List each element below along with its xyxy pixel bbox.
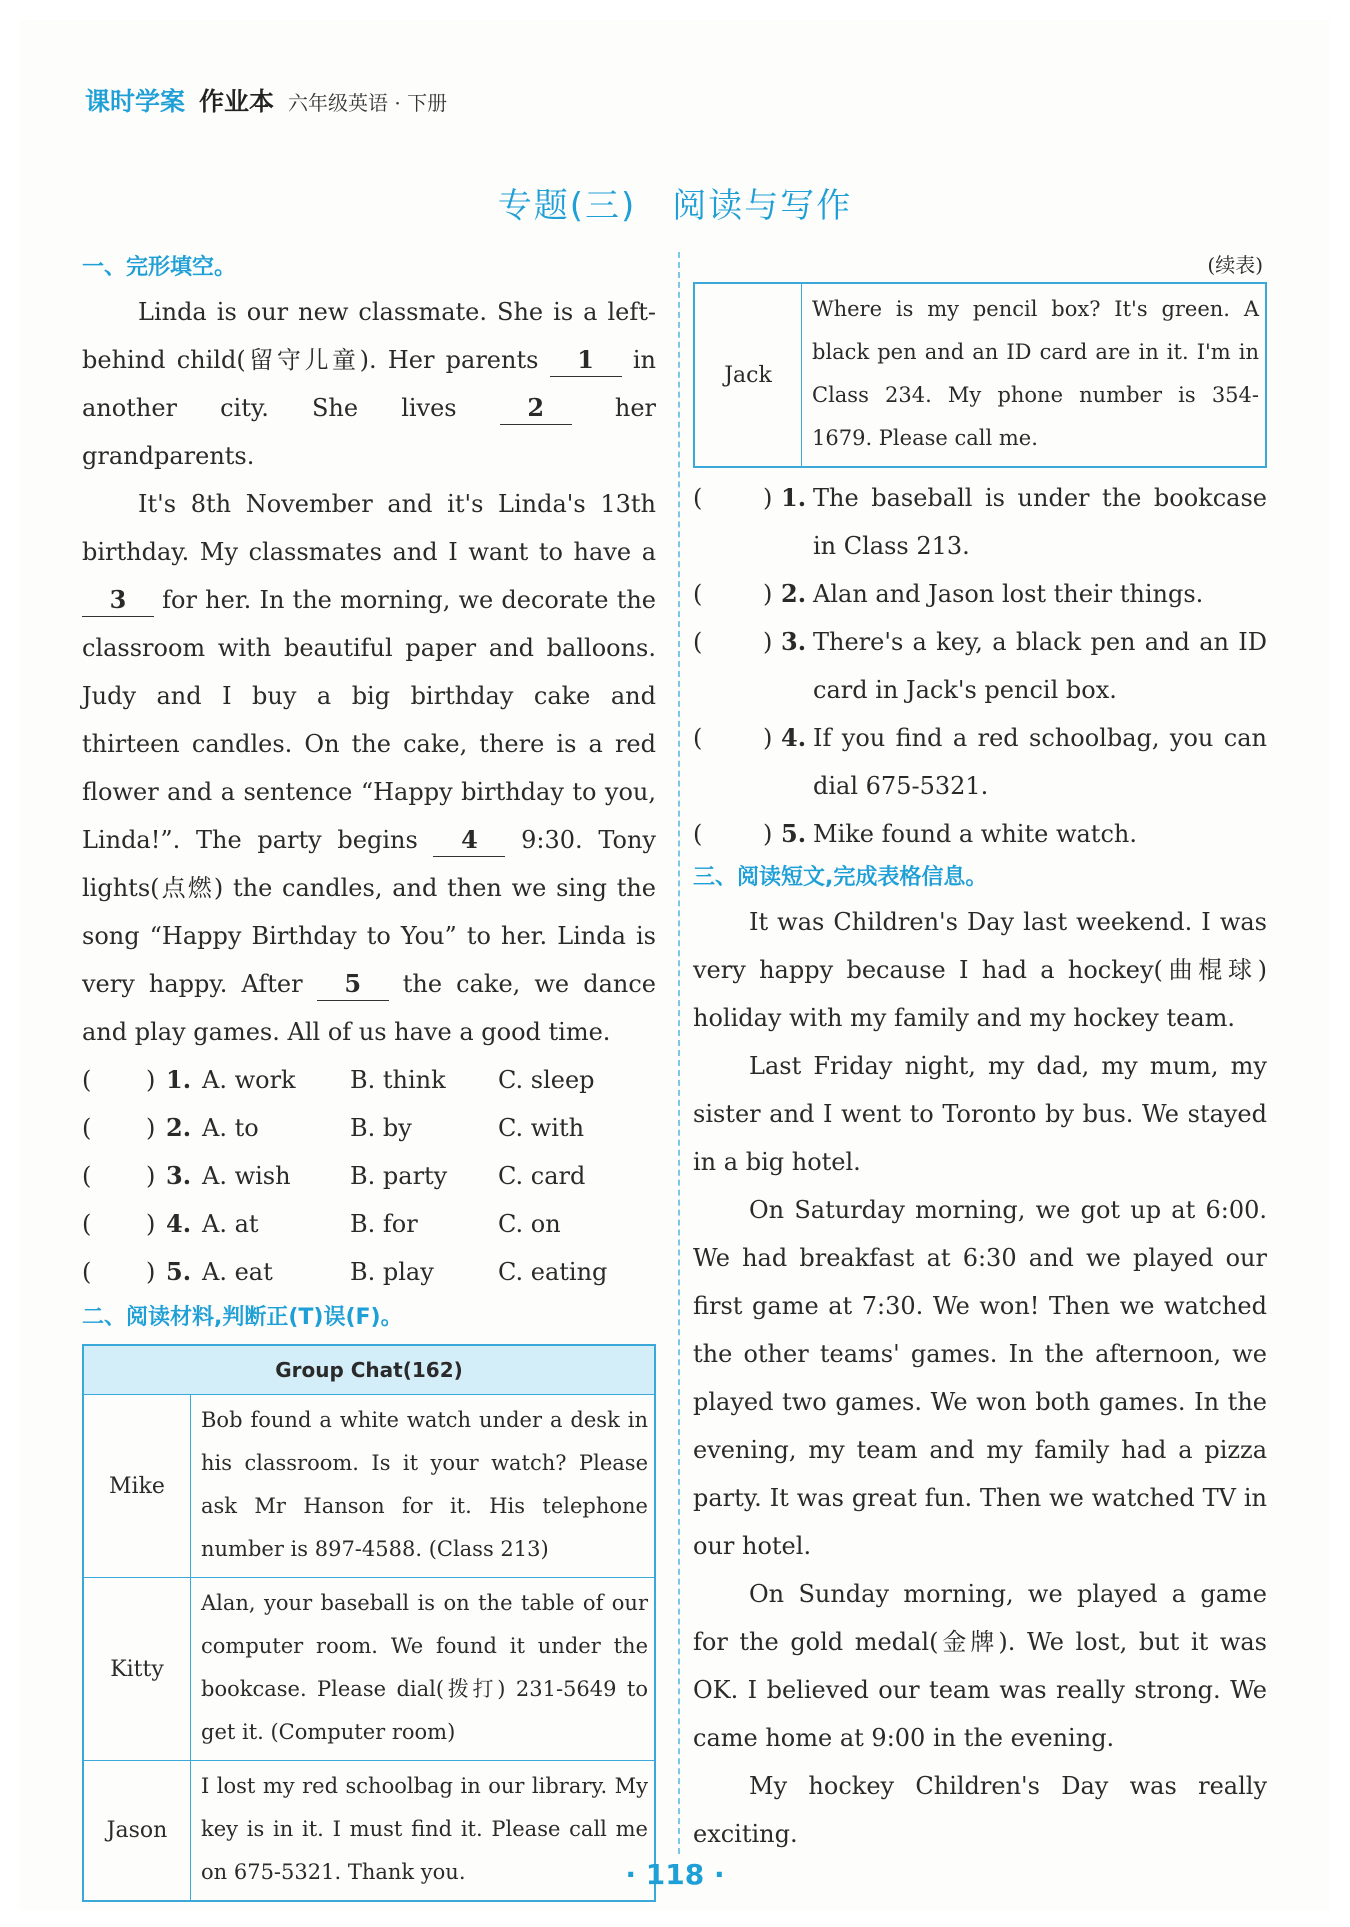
- tf-question: ( ) 2. Alan and Jason lost their things.: [693, 570, 1267, 618]
- chat-message: Bob found a white watch under a desk in his classroom. Is it your watch? Please ask Mr Hanson for it. His telephone number is 897-4588. (Class 213): [191, 1395, 656, 1578]
- brand-name: 课时学案: [85, 87, 186, 116]
- cloze-question: ( ) 2. A. to B. by C. with: [82, 1104, 656, 1152]
- chat-message: Where is my pencil box? It's green. A black pen and an ID card are in it. I'm in Class 234. My phone number is 354-1679. Please call me.: [802, 283, 1267, 467]
- answer-slot[interactable]: [713, 714, 763, 810]
- answer-slot[interactable]: [102, 1104, 146, 1152]
- chat-message: I lost my red schoolbag in our library. My key is in it. I must find it. Please call me on 675-5321. Thank you.: [191, 1761, 656, 1902]
- section3-heading: 三、阅读短文,完成表格信息。: [693, 865, 988, 890]
- answer-slot[interactable]: [713, 474, 763, 570]
- answer-slot[interactable]: [102, 1152, 146, 1200]
- chat-name: Jack: [694, 283, 802, 467]
- chat-message: Alan, your baseball is on the table of our computer room. We found it under the bookcase. Please dial(拨打) 231-5649 to get it. (Computer room): [191, 1578, 656, 1761]
- tf-question: ( ) 3. There's a key, a black pen and an ID card in Jack's pencil box.: [693, 618, 1267, 714]
- cloze-paragraph-2: It's 8th November and it's Linda's 13th birthday. My classmates and I want to have a 3 for her. In the morning, we decorate the classroom with beautiful paper and balloons. Judy and I buy a big birthday cake and thirteen candles. On the cake, there is a red flower and a sentence “Happy birthday to you, Linda!”. The party begins 4 9:30. Tony lights(点燃) the candles, and then we sing the song “Happy Birthday to You” to her. Linda is very happy. After 5 the cake, we dance and play games. All of us have a good time.: [82, 490, 656, 1046]
- book-subtitle: 六年级英语 · 下册: [288, 91, 448, 115]
- group-chat-table: [82, 1344, 656, 1902]
- section1-heading: 一、完形填空。: [82, 255, 237, 280]
- tf-question: ( ) 5. Mike found a white watch.: [693, 810, 1267, 858]
- table-row: [694, 283, 1266, 467]
- answer-slot[interactable]: [713, 570, 763, 618]
- left-column: [82, 248, 656, 1902]
- chat-name: Kitty: [83, 1578, 191, 1761]
- answer-slot[interactable]: [102, 1248, 146, 1296]
- cloze-question: ( ) 1. A. work B. think C. sleep: [82, 1056, 656, 1104]
- blank-4: 4: [433, 824, 505, 857]
- tf-question: ( ) 1. The baseball is under the bookcase in Class 213.: [693, 474, 1267, 570]
- blank-2: 2: [500, 392, 572, 425]
- workbook-page: [20, 20, 1330, 1910]
- answer-slot[interactable]: [102, 1056, 146, 1104]
- cloze-paragraph-1: Linda is our new classmate. She is a left-behind child(留守儿童). Her parents 1 in another city. She lives 2 her grandparents.: [82, 298, 657, 470]
- page-number: · 118 ·: [625, 1858, 725, 1891]
- table-row: [83, 1578, 655, 1761]
- cloze-questions: [82, 1056, 656, 1296]
- continued-label: (续表): [1207, 253, 1263, 277]
- blank-3: 3: [82, 584, 154, 617]
- answer-slot[interactable]: [102, 1200, 146, 1248]
- tf-question: ( ) 4. If you find a red schoolbag, you can dial 675-5321.: [693, 714, 1267, 810]
- group-chat-table-continued: [693, 282, 1267, 468]
- section2-heading: 二、阅读材料,判断正(T)误(F)。: [82, 1305, 403, 1330]
- book-name: 作业本: [199, 87, 275, 116]
- cloze-question: ( ) 4. A. at B. for C. on: [82, 1200, 656, 1248]
- true-false-questions: [693, 474, 1267, 858]
- cloze-question: ( ) 3. A. wish B. party C. card: [82, 1152, 656, 1200]
- page-header: [85, 82, 447, 118]
- chat-name: Jason: [83, 1761, 191, 1902]
- answer-slot[interactable]: [713, 618, 763, 714]
- chat-name: Mike: [83, 1395, 191, 1578]
- reading-paragraph: On Saturday morning, we got up at 6:00. We had breakfast at 6:30 and we played our first game at 7:30. We won! Then we watched the other teams' games. In the afternoon, we played two games. We won both games. In the evening, my team and my family had a pizza party. It was great fun. Then we watched TV in our hotel.: [693, 1196, 1267, 1560]
- reading-paragraph: My hockey Children's Day was really exciting.: [693, 1772, 1267, 1848]
- table-row: [83, 1395, 655, 1578]
- page-title: 专题(三) 阅读与写作: [497, 186, 853, 226]
- blank-5: 5: [317, 968, 389, 1001]
- right-column: [693, 248, 1267, 1858]
- group-chat-title: Group Chat(162): [83, 1345, 655, 1395]
- column-divider: [678, 252, 680, 1854]
- reading-paragraph: Last Friday night, my dad, my mum, my sister and I went to Toronto by bus. We stayed in a big hotel.: [693, 1052, 1267, 1176]
- reading-paragraph: It was Children's Day last weekend. I was very happy because I had a hockey(曲棍球) holiday with my family and my hockey team.: [693, 908, 1267, 1032]
- cloze-question: ( ) 5. A. eat B. play C. eating: [82, 1248, 656, 1296]
- blank-1: 1: [550, 344, 622, 377]
- reading-paragraph: On Sunday morning, we played a game for the gold medal(金牌). We lost, but it was OK. I believed our team was really strong. We came home at 9:00 in the evening.: [693, 1580, 1267, 1752]
- answer-slot[interactable]: [713, 810, 763, 858]
